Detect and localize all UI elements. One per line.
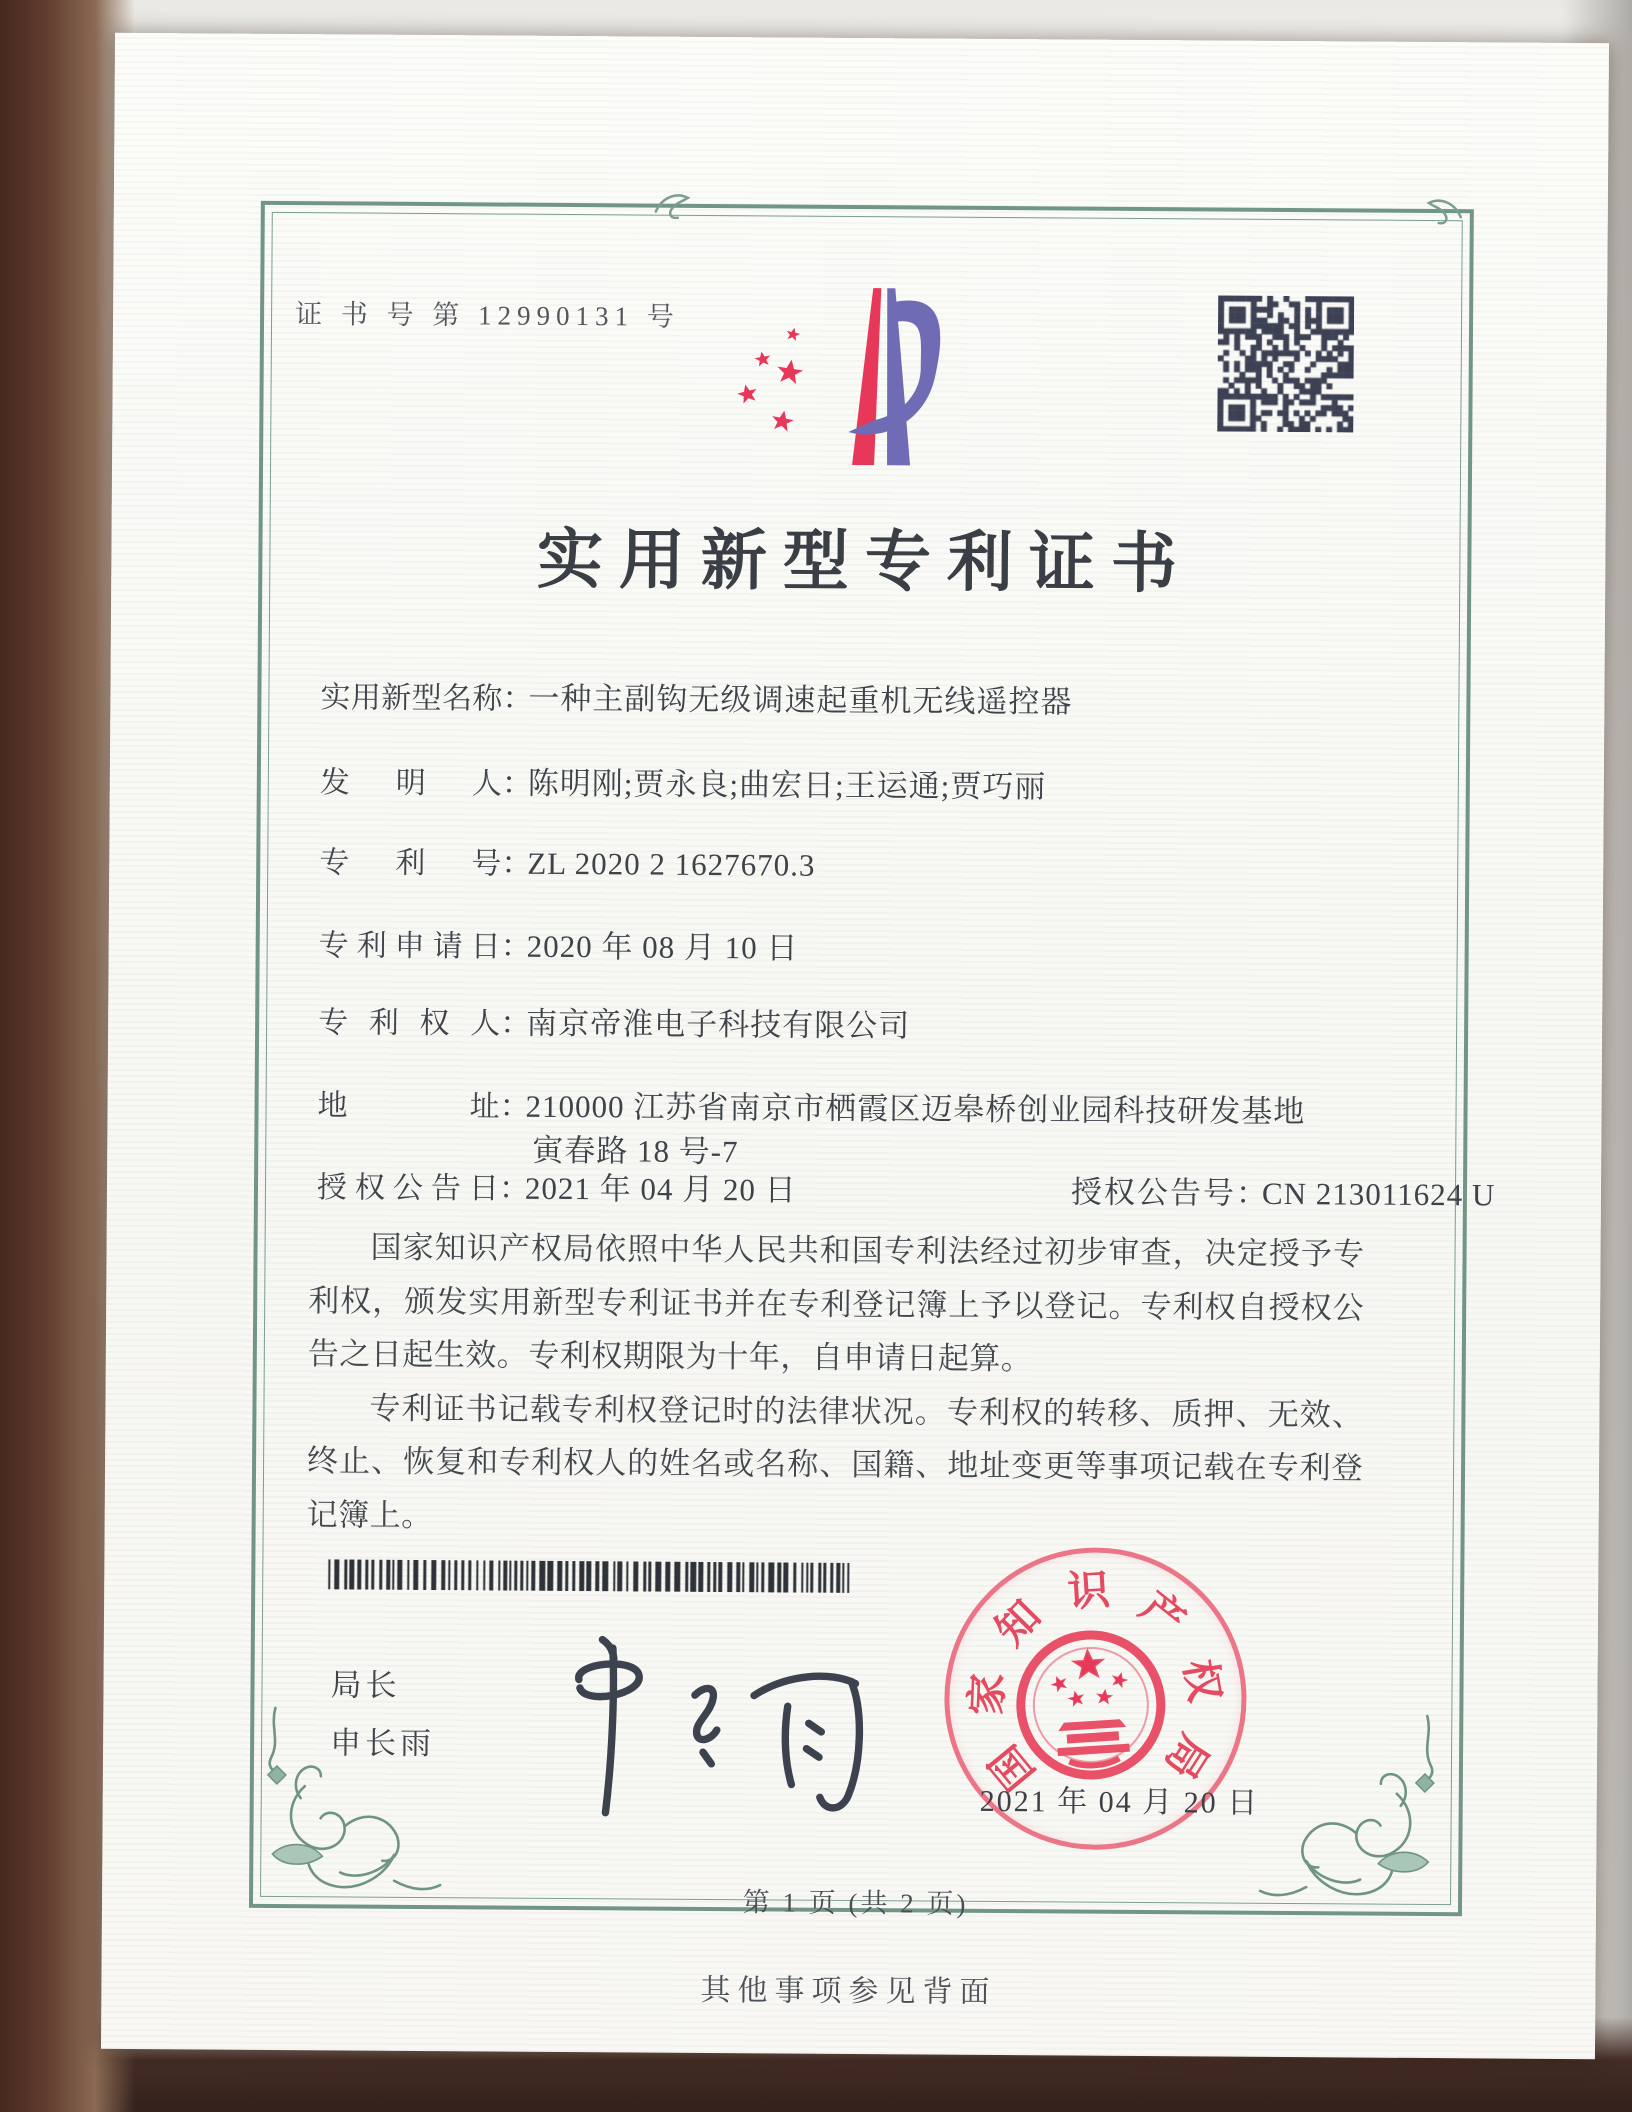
field-value: 2020 年 08 月 10 日 (526, 928, 799, 966)
field-row-name: 实用新型名称：一种主副钩无级调速起重机无线遥控器 (320, 671, 1072, 721)
director-signature-icon (505, 1633, 906, 1826)
field-row-patentee: 专利权人：南京帝淮电子科技有限公司 (318, 996, 910, 1045)
field-label: 专利申请日 (318, 929, 501, 964)
seal-arc-char: 识 (1066, 1567, 1112, 1617)
certificate-number: 证 书 号 第 12990131 号 (294, 299, 680, 332)
top-border-scroll-icon (1419, 195, 1463, 227)
seal-arc-char: 权 (1174, 1656, 1228, 1706)
field-label: 专利号 (319, 846, 502, 881)
barcode (326, 1559, 853, 1593)
director-role-label: 局长 (330, 1667, 401, 1703)
field-label: 专利权人 (318, 1006, 501, 1041)
cnipa-patent-logo-icon (724, 279, 945, 476)
field-value: 南京帝淮电子科技有限公司 (526, 1005, 911, 1044)
seal-arc-char: 国 (981, 1736, 1045, 1798)
field-label: 地址 (317, 1089, 500, 1124)
field-value: 陈明刚;贾永良;曲宏日;王运通;贾巧丽 (527, 765, 1047, 805)
certificate-title: 实用新型专利证书 (536, 523, 1194, 602)
legal-text (307, 1220, 1365, 1548)
field-value: CN 213011624 U (1261, 1175, 1496, 1213)
field-row-address: 地址：210000 江苏省南京市栖霞区迈皋桥创业园科技研发基地 (317, 1079, 1305, 1131)
director-name-label: 申长雨 (330, 1725, 436, 1762)
field-label: 实用新型名称 (320, 681, 503, 716)
seal-arc-char: 局 (1155, 1725, 1217, 1787)
field-grant-number: 授权公告号：CN 213011624 U (1070, 1174, 1496, 1213)
top-border-scroll-icon (654, 190, 698, 222)
field-row-filing-date: 专利申请日：2020 年 08 月 10 日 (319, 919, 799, 967)
seal-arc-char: 产 (1131, 1583, 1193, 1646)
page-number: 第 1 页 (共 2 页) (742, 1887, 969, 1919)
qr-code (1217, 296, 1354, 433)
certificate-paper (101, 33, 1609, 2059)
field-value: 一种主副钩无级调速起重机无线遥控器 (528, 680, 1073, 720)
seal-arc-char: 知 (987, 1592, 1051, 1655)
field-row-patent-number: 专利号：ZL 2020 2 1627670.3 (319, 836, 816, 884)
field-value: 寅春路 18 号-7 (532, 1132, 739, 1170)
field-label: 授权公告日 (316, 1171, 500, 1206)
reverse-side-note: 其他事项参见背面 (700, 1973, 997, 2010)
field-label: 授权公告号 (1070, 1174, 1237, 1211)
field-row-grant: 授权公告日：2021 年 04 月 20 日 授权公告号：CN 213011624 U (317, 1161, 797, 1209)
field-value: ZL 2020 2 1627670.3 (527, 845, 816, 883)
legal-paragraph-1: 国家知识产权局依照中华人民共和国专利法经过初步审查，决定授予专利权，颁发实用新型专利证书并在专利登记簿上予以登记。专利权自授权公告之日起生效。专利权期限为十年，自申请日起算。 (307, 1229, 1365, 1377)
field-row-inventors: 发明人：陈明刚;贾永良;曲宏日;王运通;贾巧丽 (320, 756, 1047, 806)
seal-date: 2021 年 04 月 20 日 (979, 1784, 1260, 1820)
field-label: 发明人 (319, 766, 502, 801)
seal-arc-char: 家 (964, 1672, 1013, 1717)
field-value: 210000 江苏省南京市栖霞区迈皋桥创业园科技研发基地 (525, 1088, 1306, 1130)
legal-paragraph-2: 专利证书记载专利权登记时的法律状况。专利权的转移、质押、无效、终止、恢复和专利权人的姓名或名称、国籍、地址变更等事项记载在专利登记簿上。 (306, 1390, 1364, 1533)
field-value: 2021 年 04 月 20 日 (524, 1170, 797, 1208)
